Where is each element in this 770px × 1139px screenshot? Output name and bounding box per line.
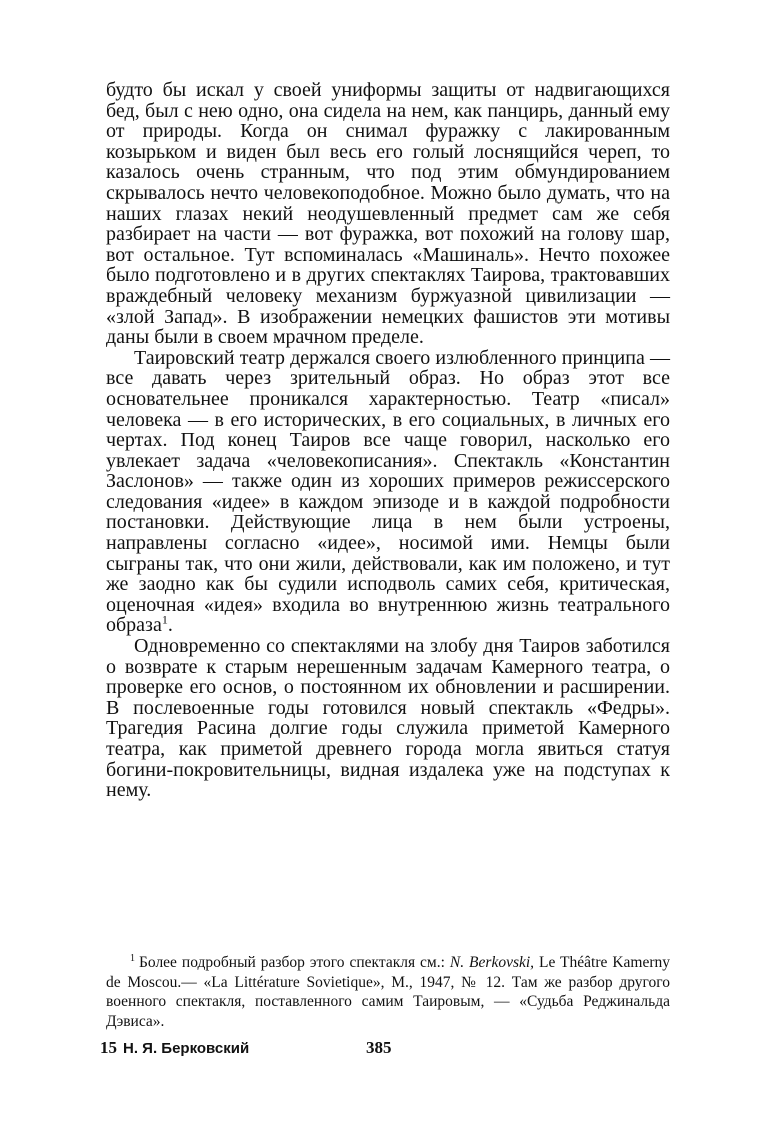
footnote-text-before: Более подробный разбор этого спектакля см.: (139, 954, 450, 971)
footnote (106, 953, 670, 1031)
paragraph-2-tail: . (167, 614, 173, 637)
printer-signature (100, 1038, 249, 1058)
page-footer (100, 1038, 670, 1062)
paragraph-2-text: Таировский театр держался своего излюбленного принципа — все давать через зрительный образ. Но образ этот все основательнее проникался характерностью. Театр «писал» человека — в его исторических, в его социальных, в личных его чертах. Под конец Таиров все чаще говорил, насколько его увлекает задача «человекописания». Спектакль «Константин Заслонов» — также один из хороших примеров режиссерского следования «идее» в каждом эпизоде и в каждой подробности постановки. Действующие лица в нем были устроены, направлены согласно «идее», носимой ими. Немцы были сыграны так, что они жили, действовали, как им положено, и тут же заодно как бы судили исподволь самих себя, критическая, оценочная «идея» входила во внутреннюю жизнь театрального образа (106, 346, 670, 637)
main-text (106, 80, 670, 801)
paragraph-3-text: Одновременно со спектаклями на злобу дня Таиров заботился о возврате к старым нерешенным задачам Камерного театра, о проверке его основ, о постоянном их обновлении и расширении. В послевоенные годы готовился новый спектакль «Федры». Трагедия Расина долгие годы служила приметой Камерного театра, как приметой древнего города могла явиться статуя богини-покровительницы, видная издалека уже на подступах к нему. (106, 635, 670, 802)
paragraph-1-text: будто бы искал у своей униформы защиты от надвигающихся бед, был с нею одно, она сидела на нем, как панцирь, данный ему от природы. Когда он снимал фуражку с лакированным козырьком и виден был весь его голый лоснящийся череп, то казалось очень странным, что под этим обмундированием скрывалось нечто человекоподобное. Можно было думать, что на наших глазах некий неодушевленный предмет сам же себя разбирает на части — вот фуражка, вот похожий на голову шар, вот остальное. Тут вспоминалась «Машиналь». Нечто похожее было подготовлено и в других спектаклях Таирова, трактовавших враждебный человеку механизм буржуазной цивилизации — «злой Запад». В изображении немецких фашистов эти мотивы даны были в своем мрачном пределе. (106, 79, 670, 349)
footnote-reference: 1 (161, 612, 168, 627)
footnote-text-after: Le Théâtre Kamerny de Moscou.— «La Littérature Sovietique», M., 1947, № 12. Там же разбор другого военного спектакля, поставленного самим Таировым, — «Судьба Реджинальда Дэвиса». (106, 954, 670, 1030)
signature-number: 15 (100, 1038, 117, 1057)
footnote-author: N. Berkovski, (449, 954, 535, 971)
paragraph-1 (106, 80, 670, 348)
paragraph-2 (106, 348, 670, 636)
page-number: 385 (366, 1038, 392, 1057)
paragraph-3 (106, 636, 670, 801)
signature-name: Н. Я. Берковский (123, 1040, 250, 1057)
footnote-mark: 1 (130, 952, 135, 964)
